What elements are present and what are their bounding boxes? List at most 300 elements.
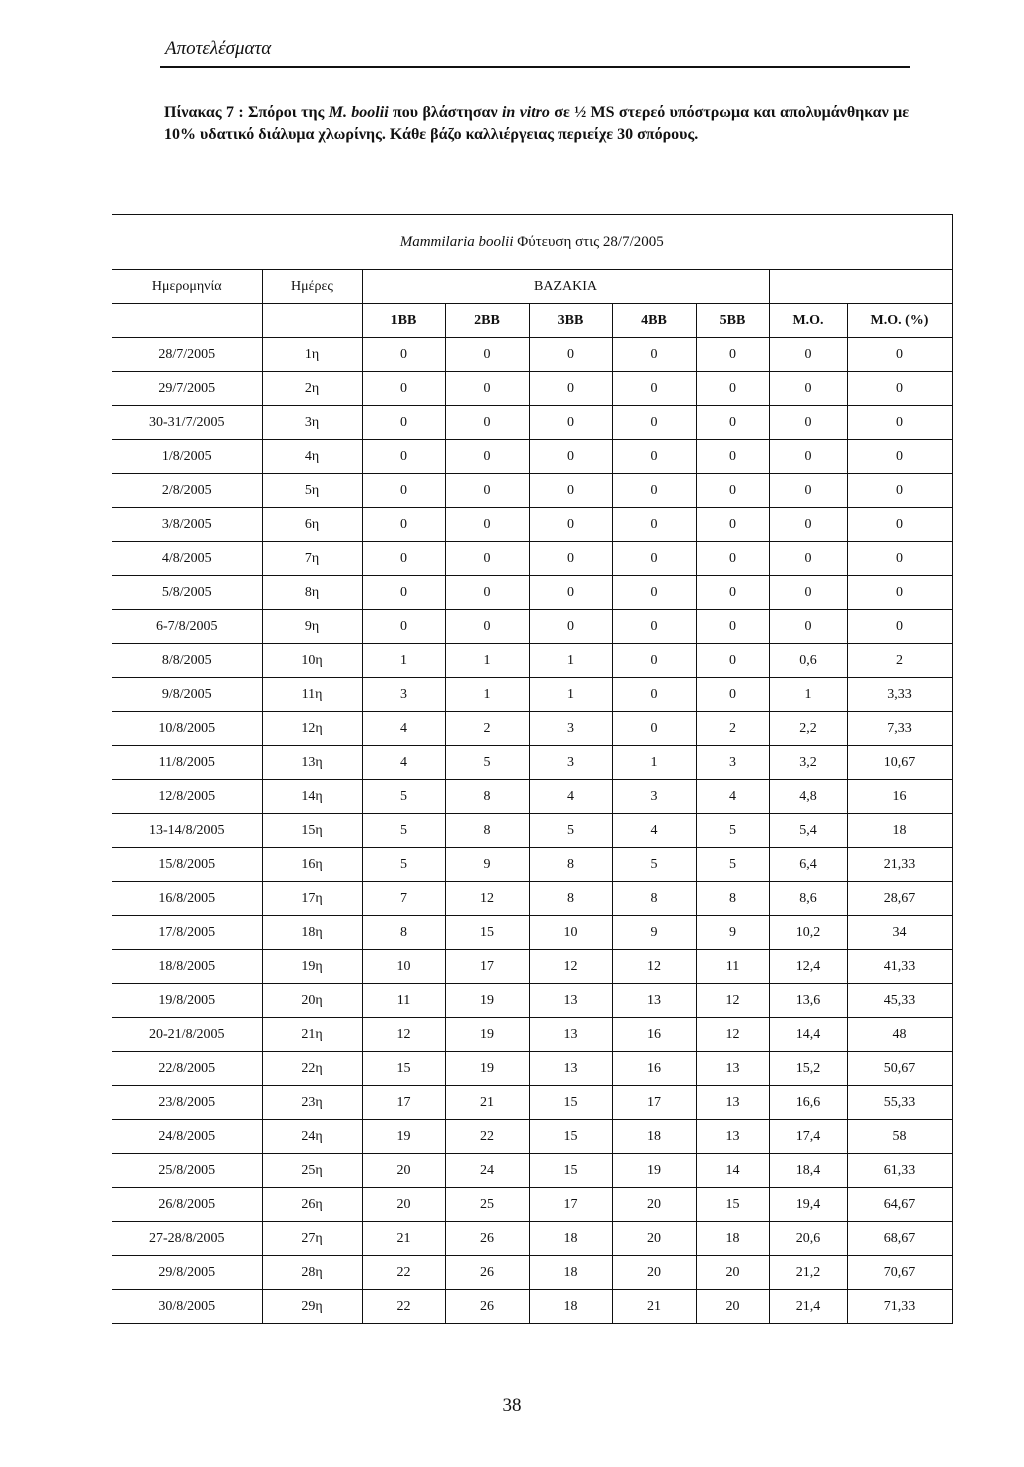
- value-cell: 0: [847, 440, 952, 474]
- date-cell: 9/8/2005: [112, 678, 262, 712]
- value-cell: 4: [362, 746, 445, 780]
- day-cell: 5η: [262, 474, 362, 508]
- value-cell: 0: [847, 576, 952, 610]
- table-row: [112, 644, 952, 678]
- table-row: [112, 610, 952, 644]
- date-cell: 17/8/2005: [112, 916, 262, 950]
- value-cell: 17,4: [769, 1120, 847, 1154]
- table-row: [112, 780, 952, 814]
- caption-species: M. boolii: [328, 104, 389, 121]
- value-cell: 18,4: [769, 1154, 847, 1188]
- value-cell: 18: [847, 814, 952, 848]
- value-cell: 0: [696, 678, 769, 712]
- day-cell: 6η: [262, 508, 362, 542]
- day-cell: 15η: [262, 814, 362, 848]
- value-cell: 0: [769, 474, 847, 508]
- value-cell: 26: [445, 1256, 529, 1290]
- value-cell: 18: [529, 1222, 612, 1256]
- day-cell: 20η: [262, 984, 362, 1018]
- value-cell: 17: [529, 1188, 612, 1222]
- value-cell: 28,67: [847, 882, 952, 916]
- value-cell: 19: [445, 1018, 529, 1052]
- value-cell: 5: [362, 780, 445, 814]
- day-cell: 13η: [262, 746, 362, 780]
- date-cell: 1/8/2005: [112, 440, 262, 474]
- value-cell: 3: [362, 678, 445, 712]
- value-cell: 10,2: [769, 916, 847, 950]
- caption-label: Πίνακας 7 :: [164, 104, 244, 121]
- value-cell: 13: [696, 1086, 769, 1120]
- table-row: [112, 814, 952, 848]
- value-cell: 14: [696, 1154, 769, 1188]
- day-cell: 24η: [262, 1120, 362, 1154]
- table-title-row: [112, 215, 952, 270]
- value-cell: 18: [696, 1222, 769, 1256]
- value-cell: 0: [769, 372, 847, 406]
- table-row: [112, 338, 952, 372]
- value-cell: 7: [362, 882, 445, 916]
- value-cell: 0: [529, 474, 612, 508]
- value-cell: 0: [362, 406, 445, 440]
- value-cell: 8: [529, 882, 612, 916]
- value-cell: 12: [612, 950, 696, 984]
- value-cell: 5: [445, 746, 529, 780]
- value-cell: 71,33: [847, 1290, 952, 1324]
- header-date: Ημερομηνία: [112, 270, 262, 304]
- value-cell: 25: [445, 1188, 529, 1222]
- day-cell: 28η: [262, 1256, 362, 1290]
- value-cell: 0: [612, 474, 696, 508]
- value-cell: 5: [696, 848, 769, 882]
- date-cell: 23/8/2005: [112, 1086, 262, 1120]
- day-cell: 18η: [262, 916, 362, 950]
- value-cell: 0: [769, 508, 847, 542]
- date-cell: 30-31/7/2005: [112, 406, 262, 440]
- value-cell: 1: [612, 746, 696, 780]
- table-row: [112, 1120, 952, 1154]
- value-cell: 16,6: [769, 1086, 847, 1120]
- date-cell: 20-21/8/2005: [112, 1018, 262, 1052]
- date-cell: 30/8/2005: [112, 1290, 262, 1324]
- column-cell-empty: [262, 304, 362, 338]
- value-cell: 4,8: [769, 780, 847, 814]
- value-cell: 45,33: [847, 984, 952, 1018]
- table-row: [112, 950, 952, 984]
- day-cell: 25η: [262, 1154, 362, 1188]
- section-header-title: Αποτελέσματα: [165, 38, 272, 59]
- table-row: [112, 542, 952, 576]
- value-cell: 15,2: [769, 1052, 847, 1086]
- value-cell: 18: [529, 1290, 612, 1324]
- day-cell: 27η: [262, 1222, 362, 1256]
- caption-text-2: που βλάστησαν: [388, 104, 502, 121]
- value-cell: 2: [445, 712, 529, 746]
- table-row: [112, 1256, 952, 1290]
- value-cell: 20: [612, 1188, 696, 1222]
- value-cell: 24: [445, 1154, 529, 1188]
- date-cell: 15/8/2005: [112, 848, 262, 882]
- value-cell: 0: [847, 610, 952, 644]
- value-cell: 13,6: [769, 984, 847, 1018]
- header-empty: [769, 270, 952, 304]
- table-row: [112, 406, 952, 440]
- table-row: [112, 474, 952, 508]
- date-cell: 29/8/2005: [112, 1256, 262, 1290]
- value-cell: 20: [362, 1188, 445, 1222]
- header-days: Ημέρες: [262, 270, 362, 304]
- day-cell: 16η: [262, 848, 362, 882]
- table-caption: [164, 102, 909, 146]
- table-row: [112, 1222, 952, 1256]
- value-cell: 1: [529, 678, 612, 712]
- table-row: [112, 1290, 952, 1324]
- value-cell: 0: [362, 474, 445, 508]
- date-cell: 25/8/2005: [112, 1154, 262, 1188]
- date-cell: 4/8/2005: [112, 542, 262, 576]
- value-cell: 0: [529, 576, 612, 610]
- day-cell: 11η: [262, 678, 362, 712]
- value-cell: 0: [445, 406, 529, 440]
- table-row: [112, 1086, 952, 1120]
- value-cell: 0: [362, 440, 445, 474]
- value-cell: 11: [696, 950, 769, 984]
- date-cell: 11/8/2005: [112, 746, 262, 780]
- column-header: Μ.Ο. (%): [847, 304, 952, 338]
- germination-table-wrap: [112, 214, 952, 1324]
- value-cell: 2,2: [769, 712, 847, 746]
- value-cell: 0: [847, 372, 952, 406]
- value-cell: 0: [362, 372, 445, 406]
- value-cell: 20: [696, 1290, 769, 1324]
- value-cell: 0: [362, 508, 445, 542]
- value-cell: 12: [696, 984, 769, 1018]
- table-row: [112, 848, 952, 882]
- value-cell: 9: [612, 916, 696, 950]
- value-cell: 0: [696, 610, 769, 644]
- value-cell: 10: [529, 916, 612, 950]
- column-header: 5BB: [696, 304, 769, 338]
- value-cell: 3: [529, 746, 612, 780]
- value-cell: 9: [696, 916, 769, 950]
- table-row: [112, 984, 952, 1018]
- value-cell: 20: [612, 1256, 696, 1290]
- value-cell: 0: [612, 406, 696, 440]
- table-row: [112, 508, 952, 542]
- table-row: [112, 746, 952, 780]
- date-cell: 6-7/8/2005: [112, 610, 262, 644]
- value-cell: 0: [529, 508, 612, 542]
- value-cell: 0: [696, 576, 769, 610]
- date-cell: 10/8/2005: [112, 712, 262, 746]
- value-cell: 0: [696, 542, 769, 576]
- value-cell: 8: [445, 814, 529, 848]
- value-cell: 19: [612, 1154, 696, 1188]
- value-cell: 26: [445, 1290, 529, 1324]
- day-cell: 8η: [262, 576, 362, 610]
- value-cell: 13: [529, 1052, 612, 1086]
- value-cell: 13: [529, 1018, 612, 1052]
- date-cell: 16/8/2005: [112, 882, 262, 916]
- header-vials: ΒΑΖΑΚΙΑ: [362, 270, 769, 304]
- value-cell: 70,67: [847, 1256, 952, 1290]
- day-cell: 4η: [262, 440, 362, 474]
- table-row: [112, 712, 952, 746]
- table-row: [112, 440, 952, 474]
- value-cell: 12,4: [769, 950, 847, 984]
- column-header: 3BB: [529, 304, 612, 338]
- date-cell: 22/8/2005: [112, 1052, 262, 1086]
- value-cell: 7,33: [847, 712, 952, 746]
- value-cell: 0: [612, 440, 696, 474]
- value-cell: 0: [696, 440, 769, 474]
- value-cell: 0: [529, 440, 612, 474]
- table-column-row: [112, 304, 952, 338]
- value-cell: 11: [362, 984, 445, 1018]
- value-cell: 50,67: [847, 1052, 952, 1086]
- value-cell: 0: [769, 440, 847, 474]
- date-cell: 27-28/8/2005: [112, 1222, 262, 1256]
- value-cell: 12: [696, 1018, 769, 1052]
- value-cell: 16: [612, 1052, 696, 1086]
- value-cell: 9: [445, 848, 529, 882]
- value-cell: 10,67: [847, 746, 952, 780]
- value-cell: 55,33: [847, 1086, 952, 1120]
- value-cell: 0: [696, 338, 769, 372]
- day-cell: 1η: [262, 338, 362, 372]
- value-cell: 0: [445, 576, 529, 610]
- date-cell: 28/7/2005: [112, 338, 262, 372]
- value-cell: 10: [362, 950, 445, 984]
- value-cell: 15: [529, 1154, 612, 1188]
- header-rule: [160, 66, 910, 68]
- value-cell: 18: [529, 1256, 612, 1290]
- value-cell: 13: [696, 1052, 769, 1086]
- value-cell: 0: [445, 542, 529, 576]
- value-cell: 0: [612, 644, 696, 678]
- table-row: [112, 372, 952, 406]
- value-cell: 20: [362, 1154, 445, 1188]
- value-cell: 1: [529, 644, 612, 678]
- date-cell: 13-14/8/2005: [112, 814, 262, 848]
- value-cell: 4: [362, 712, 445, 746]
- value-cell: 0: [769, 610, 847, 644]
- value-cell: 1: [769, 678, 847, 712]
- column-header: 1BB: [362, 304, 445, 338]
- day-cell: 9η: [262, 610, 362, 644]
- value-cell: 15: [529, 1120, 612, 1154]
- value-cell: 68,67: [847, 1222, 952, 1256]
- table-row: [112, 576, 952, 610]
- value-cell: 4: [696, 780, 769, 814]
- value-cell: 20: [696, 1256, 769, 1290]
- value-cell: 8: [696, 882, 769, 916]
- value-cell: 12: [362, 1018, 445, 1052]
- table-row: [112, 1154, 952, 1188]
- table-title: [112, 215, 952, 270]
- value-cell: 2: [696, 712, 769, 746]
- value-cell: 19: [445, 1052, 529, 1086]
- value-cell: 21,33: [847, 848, 952, 882]
- date-cell: 19/8/2005: [112, 984, 262, 1018]
- value-cell: 5,4: [769, 814, 847, 848]
- value-cell: 0: [362, 542, 445, 576]
- value-cell: 0: [696, 406, 769, 440]
- value-cell: 22: [362, 1290, 445, 1324]
- value-cell: 13: [529, 984, 612, 1018]
- day-cell: 3η: [262, 406, 362, 440]
- day-cell: 19η: [262, 950, 362, 984]
- value-cell: 0: [445, 440, 529, 474]
- value-cell: 1: [445, 678, 529, 712]
- day-cell: 26η: [262, 1188, 362, 1222]
- value-cell: 8: [612, 882, 696, 916]
- table-header-row: [112, 270, 952, 304]
- value-cell: 0: [612, 610, 696, 644]
- value-cell: 0: [847, 508, 952, 542]
- caption-in-vitro: in vitro: [501, 104, 550, 121]
- value-cell: 1: [362, 644, 445, 678]
- value-cell: 21,2: [769, 1256, 847, 1290]
- value-cell: 61,33: [847, 1154, 952, 1188]
- germination-table: [112, 214, 953, 1324]
- value-cell: 41,33: [847, 950, 952, 984]
- value-cell: 26: [445, 1222, 529, 1256]
- value-cell: 64,67: [847, 1188, 952, 1222]
- value-cell: 4: [529, 780, 612, 814]
- value-cell: 8: [445, 780, 529, 814]
- value-cell: 0: [445, 508, 529, 542]
- value-cell: 0: [612, 678, 696, 712]
- date-cell: 8/8/2005: [112, 644, 262, 678]
- table-row: [112, 1052, 952, 1086]
- value-cell: 0: [769, 406, 847, 440]
- value-cell: 0,6: [769, 644, 847, 678]
- value-cell: 0: [847, 406, 952, 440]
- value-cell: 17: [362, 1086, 445, 1120]
- value-cell: 6,4: [769, 848, 847, 882]
- value-cell: 3,33: [847, 678, 952, 712]
- value-cell: 0: [612, 712, 696, 746]
- date-cell: 3/8/2005: [112, 508, 262, 542]
- date-cell: 2/8/2005: [112, 474, 262, 508]
- date-cell: 18/8/2005: [112, 950, 262, 984]
- caption-text-1: Σπόροι της: [243, 104, 329, 121]
- value-cell: 17: [445, 950, 529, 984]
- value-cell: 0: [445, 372, 529, 406]
- value-cell: 0: [696, 372, 769, 406]
- value-cell: 4: [612, 814, 696, 848]
- value-cell: 21: [445, 1086, 529, 1120]
- value-cell: 21: [362, 1222, 445, 1256]
- value-cell: 0: [529, 338, 612, 372]
- table-row: [112, 916, 952, 950]
- value-cell: 0: [362, 610, 445, 644]
- value-cell: 0: [445, 338, 529, 372]
- value-cell: 5: [696, 814, 769, 848]
- table-row: [112, 1188, 952, 1222]
- title-species: Mammilaria boolii: [399, 233, 514, 250]
- value-cell: 12: [529, 950, 612, 984]
- value-cell: 0: [696, 474, 769, 508]
- day-cell: 12η: [262, 712, 362, 746]
- value-cell: 0: [445, 610, 529, 644]
- value-cell: 20,6: [769, 1222, 847, 1256]
- value-cell: 0: [612, 508, 696, 542]
- value-cell: 15: [696, 1188, 769, 1222]
- value-cell: 21: [612, 1290, 696, 1324]
- value-cell: 3: [529, 712, 612, 746]
- value-cell: 13: [612, 984, 696, 1018]
- value-cell: 8,6: [769, 882, 847, 916]
- date-cell: 12/8/2005: [112, 780, 262, 814]
- day-cell: 21η: [262, 1018, 362, 1052]
- value-cell: 0: [445, 474, 529, 508]
- column-header: 4BB: [612, 304, 696, 338]
- value-cell: 16: [847, 780, 952, 814]
- value-cell: 58: [847, 1120, 952, 1154]
- day-cell: 2η: [262, 372, 362, 406]
- value-cell: 15: [445, 916, 529, 950]
- value-cell: 0: [847, 338, 952, 372]
- value-cell: 16: [612, 1018, 696, 1052]
- value-cell: 13: [696, 1120, 769, 1154]
- value-cell: 3: [696, 746, 769, 780]
- value-cell: 19,4: [769, 1188, 847, 1222]
- value-cell: 3: [612, 780, 696, 814]
- value-cell: 18: [612, 1120, 696, 1154]
- day-cell: 23η: [262, 1086, 362, 1120]
- value-cell: 0: [612, 542, 696, 576]
- value-cell: 0: [769, 338, 847, 372]
- column-header: 2BB: [445, 304, 529, 338]
- value-cell: 5: [362, 814, 445, 848]
- table-row: [112, 678, 952, 712]
- value-cell: 48: [847, 1018, 952, 1052]
- caption-text-3: σε ½ MS στερεό υπόστρωμα και απολυμάνθηκαν με 10% υδατικό διάλυμα χλωρίνης. Κάθε βάζο καλλιέργειας περιείχε 30 σπόρους.: [164, 104, 910, 143]
- value-cell: 14,4: [769, 1018, 847, 1052]
- day-cell: 7η: [262, 542, 362, 576]
- column-cell-empty: [112, 304, 262, 338]
- value-cell: 0: [769, 542, 847, 576]
- date-cell: 29/7/2005: [112, 372, 262, 406]
- value-cell: 0: [612, 372, 696, 406]
- value-cell: 0: [529, 372, 612, 406]
- value-cell: 21,4: [769, 1290, 847, 1324]
- value-cell: 8: [362, 916, 445, 950]
- value-cell: 5: [362, 848, 445, 882]
- value-cell: 0: [847, 474, 952, 508]
- value-cell: 15: [362, 1052, 445, 1086]
- value-cell: 0: [362, 338, 445, 372]
- date-cell: 24/8/2005: [112, 1120, 262, 1154]
- day-cell: 14η: [262, 780, 362, 814]
- value-cell: 19: [362, 1120, 445, 1154]
- value-cell: 0: [529, 406, 612, 440]
- date-cell: 26/8/2005: [112, 1188, 262, 1222]
- value-cell: 22: [362, 1256, 445, 1290]
- page-number: 38: [502, 1395, 522, 1416]
- value-cell: 0: [696, 508, 769, 542]
- title-rest: Φύτευση στις 28/7/2005: [513, 233, 664, 250]
- value-cell: 2: [847, 644, 952, 678]
- column-header: Μ.Ο.: [769, 304, 847, 338]
- value-cell: 20: [612, 1222, 696, 1256]
- table-row: [112, 882, 952, 916]
- value-cell: 0: [769, 576, 847, 610]
- day-cell: 10η: [262, 644, 362, 678]
- value-cell: 0: [362, 576, 445, 610]
- value-cell: 5: [529, 814, 612, 848]
